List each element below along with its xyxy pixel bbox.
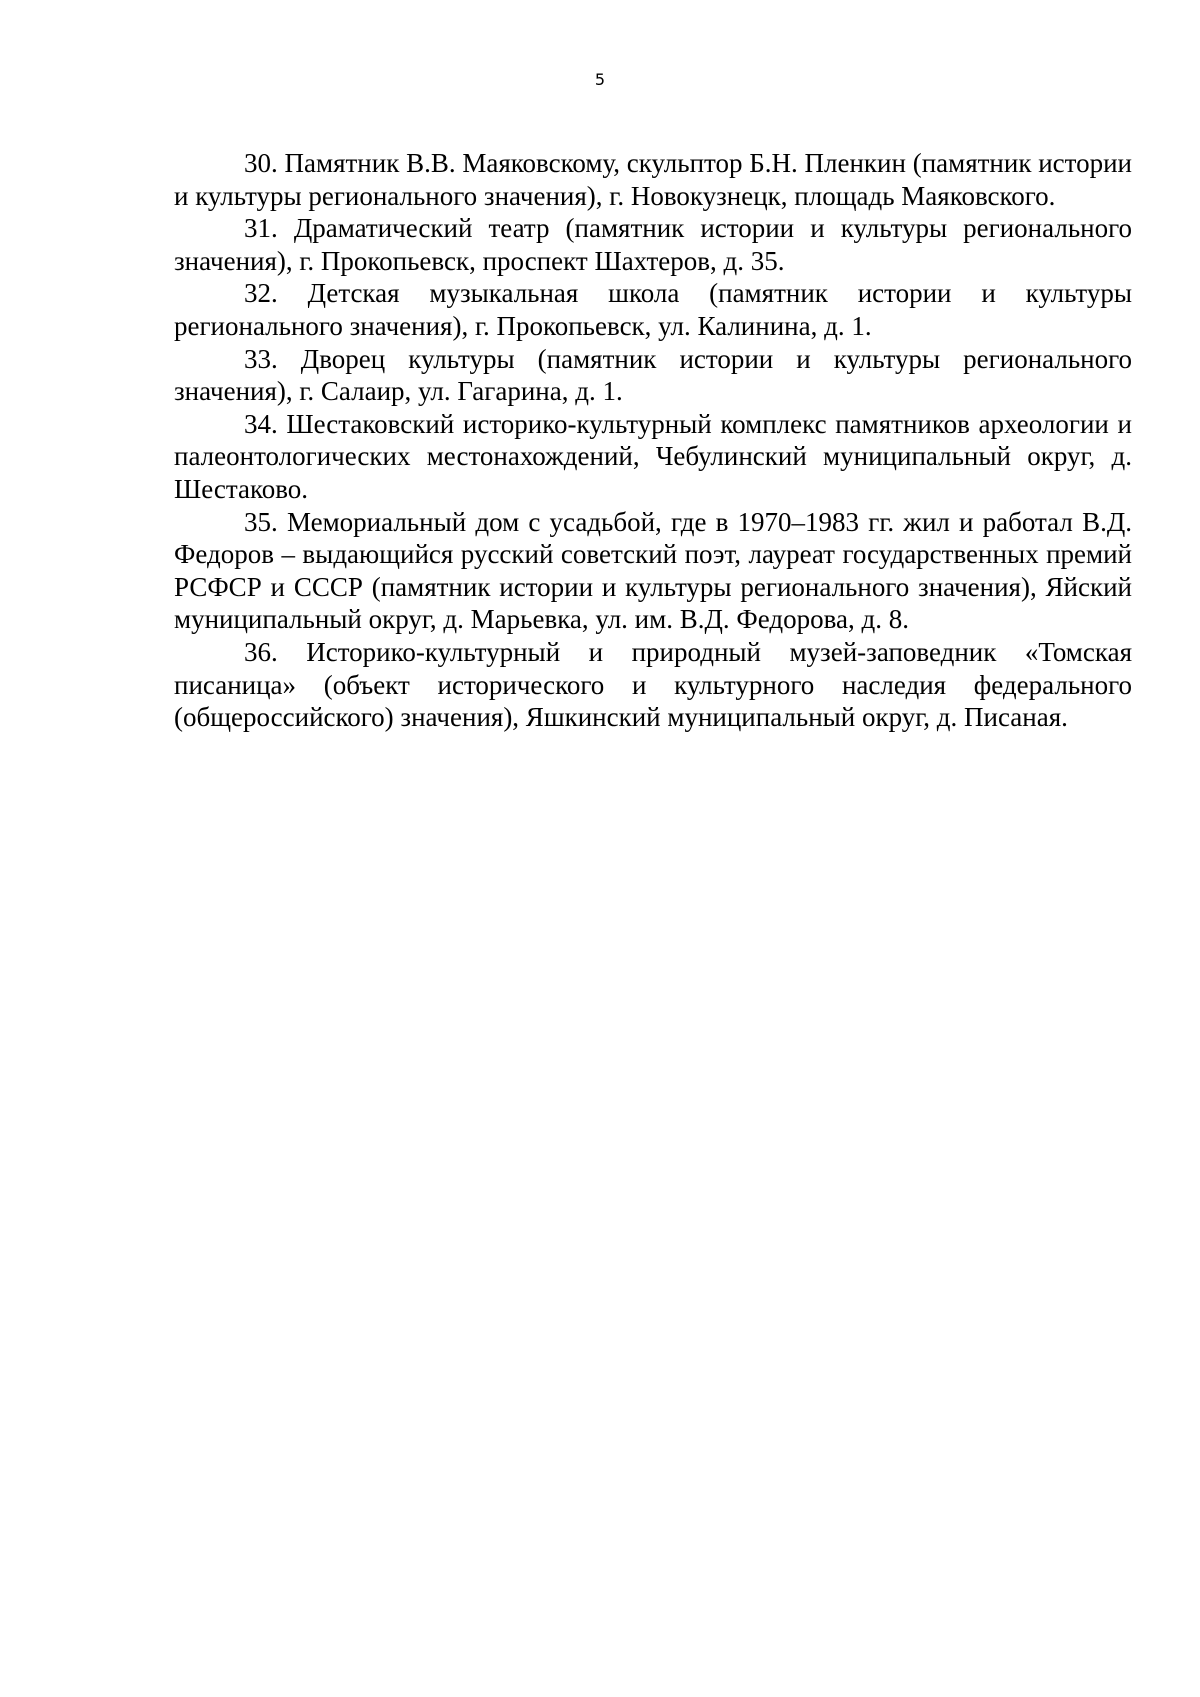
- page-number: 5: [594, 70, 606, 89]
- list-item-35: 35. Мемориальный дом с усадьбой, где в 1970–1983 гг. жил и работал В.Д. Федоров – выдающийся русский советский поэт, лауреат государственных премий РСФСР и СССР (памятник истории и культуры регионального значения), Яйский муниципальный округ, д. Марьевка, ул. им. В.Д. Федорова, д. 8.: [174, 506, 1132, 635]
- list-item-33: 33. Дворец культуры (памятник истории и культуры регионального значения), г. Салаир, ул. Гагарина, д. 1.: [174, 343, 1132, 407]
- list-item-34: 34. Шестаковский историко-культурный комплекс памятников археологии и палеонтологических местонахождений, Чебулинский муниципальный округ, д. Шестаково.: [174, 408, 1132, 504]
- list-item-30: 30. Памятник В.В. Маяковскому, скульптор Б.Н. Пленкин (памятник истории и культуры регионального значения), г. Новокузнецк, площадь Маяковского.: [174, 148, 1132, 211]
- monument-list: [174, 147, 1132, 734]
- list-item-36: 36. Историко-культурный и природный музей-заповедник «Томская писаница» (объект исторического и культурного наследия федерального (общероссийского) значения), Яшкинский муниципальный округ, д. Писаная.: [174, 636, 1132, 733]
- list-item-31: 31. Драматический театр (памятник истории и культуры регионального значения), г. Прокопьевск, проспект Шахтеров, д. 35.: [174, 213, 1132, 276]
- list-item-32: 32. Детская музыкальная школа (памятник истории и культуры регионального значения), г. Прокопьевск, ул. Калинина, д. 1.: [174, 278, 1132, 341]
